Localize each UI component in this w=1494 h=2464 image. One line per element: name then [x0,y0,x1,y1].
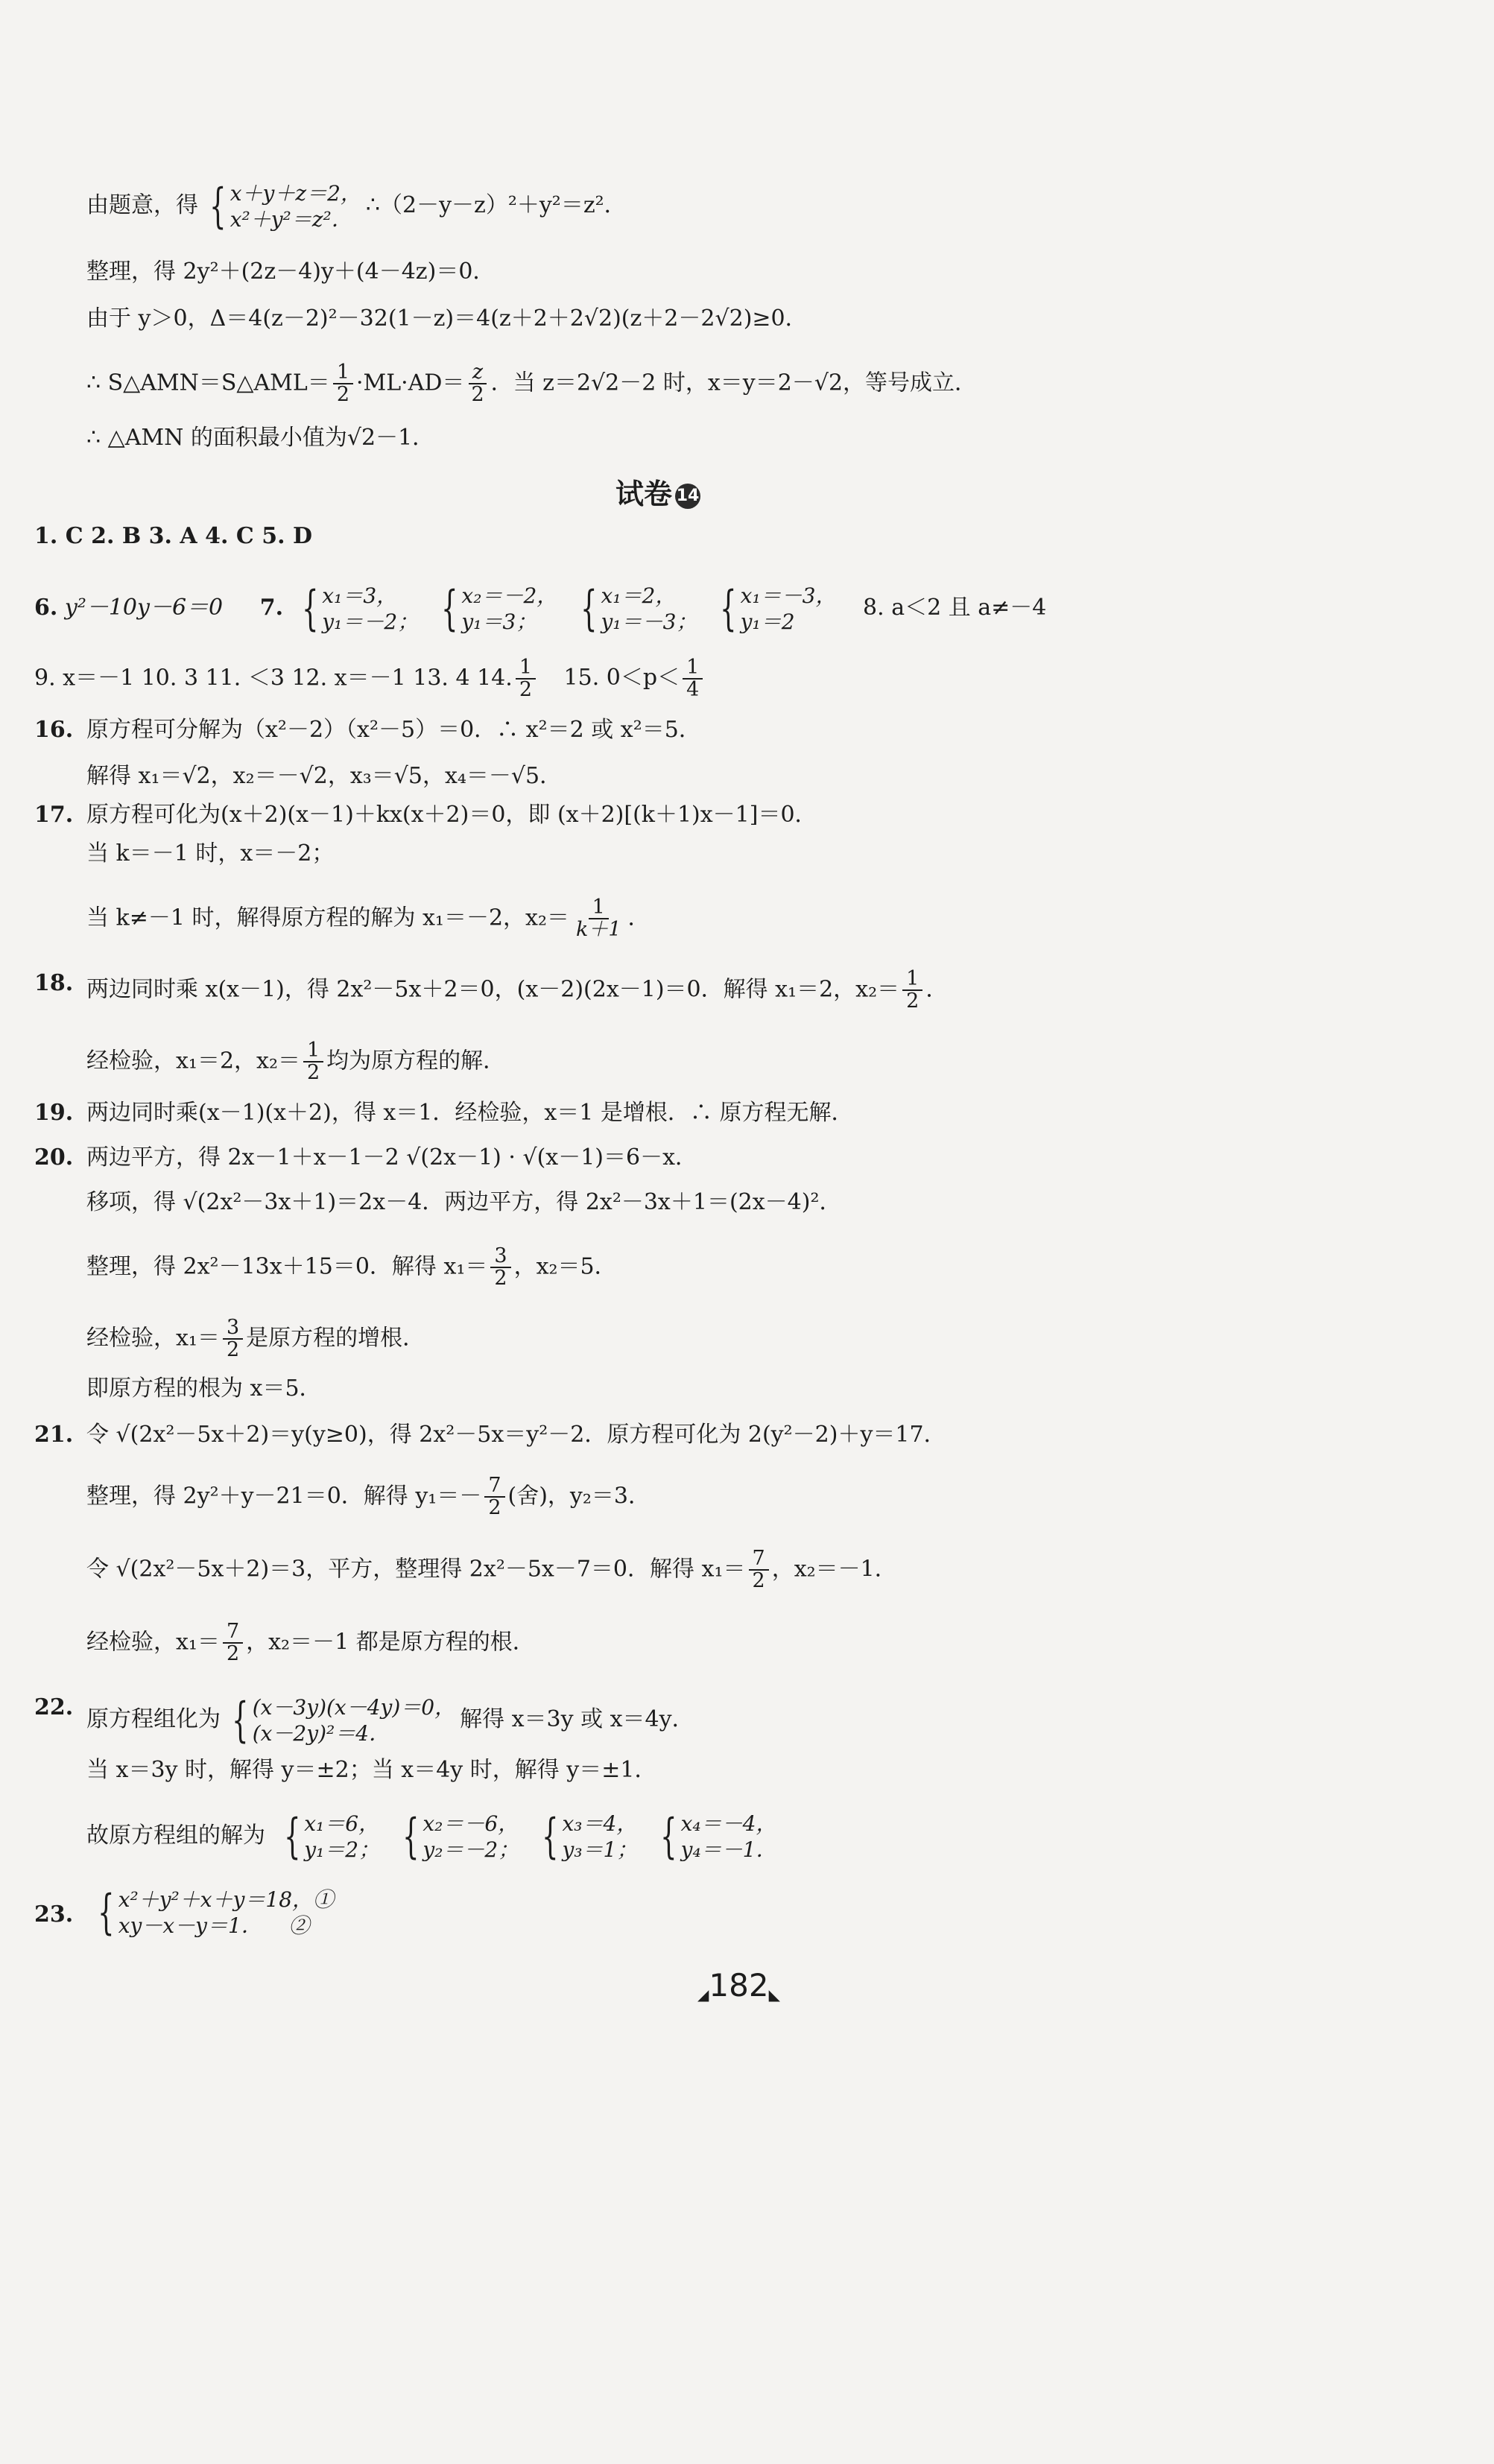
eq-row: y₃＝1； [562,1837,638,1862]
text: 整理，得 2y²＋y－21＝0．解得 y₁＝－ [86,1483,482,1510]
answer-18-line-1 [86,969,948,1013]
numerator: 1 [516,657,536,680]
solution-set-3: { x₃＝4， y₃＝1； [541,1809,638,1864]
eq-row: x₁＝3， [322,583,398,608]
system-of-equations: { (x－3y)(x－4y)＝0， (x－2y)²＝4． [232,1693,456,1748]
question-number: 17. [34,802,74,828]
question-number: 16. [34,717,74,743]
text: 经检验，x₁＝2，x₂＝ [86,1048,300,1074]
page-number-marker-right: ◣ [768,1986,780,2004]
answer-21-line-4 [86,1621,535,1665]
text: ∴（2－y－z）²＋y²＝z²． [365,192,627,218]
denominator: 4 [686,678,700,702]
denominator: k＋1 [576,918,621,942]
section-title-text: 试卷 [615,478,673,510]
numerator: 3 [490,1246,510,1268]
fraction [484,1475,504,1519]
numerator: z [469,362,487,384]
eq-row: (x－3y)(x－4y)＝0， [252,1695,456,1720]
answer-21-line-2 [86,1475,651,1519]
eq-row: x₁＝－3， [740,583,837,608]
answer-18-line-2 [86,1040,505,1084]
question-number: 21. [34,1422,74,1448]
solution-set-2: { x₂＝－2， y₁＝3； [440,581,558,636]
answer-20-line-4 [86,1317,425,1361]
denominator: 2 [494,1267,507,1290]
numerator: 7 [484,1475,504,1498]
text: ，x₂＝－1． [771,1556,897,1583]
question-number: 23. [34,1901,74,1928]
eq-row: y₁＝3； [461,609,537,634]
numerator: 1 [683,657,703,680]
eq-row: y₁＝－3； [601,609,697,634]
answer-17-line-3 [86,897,651,941]
answer-6-8 [34,581,1046,636]
section-title [615,471,700,512]
eq-row: xy－x－y＝1． ② [118,1913,310,1938]
prev-line-1 [86,179,627,234]
fraction [749,1548,769,1592]
denominator: 2 [752,1569,765,1593]
solution-set-3: { x₁＝2， y₁＝－3； [580,581,697,636]
text: 当 k≠－1 时，解得原方程的解为 x₁＝－2，x₂＝ [86,905,569,931]
answer-22-line-1 [86,1693,694,1748]
prev-line-3: 由于 y＞0，Δ＝4(z－2)²－32(1－z)＝4(z＋2＋2√2)(z＋2－2√2)≥0． [86,305,808,332]
fraction [516,657,536,701]
eq-row: y₂＝－2； [422,1837,519,1862]
page-number-text: 182 [709,1967,769,2004]
denominator: 2 [226,1642,240,1666]
answer-16-line-2: 解得 x₁＝√2，x₂＝－√2，x₃＝√5，x₄＝－√5． [86,763,563,789]
question-number: 18. [34,970,74,996]
fraction [303,1040,323,1084]
denominator: 2 [519,678,532,702]
question-number: 19. [34,1100,74,1126]
answer-6: y²－10y－6＝0 [64,595,224,621]
eq-row: y₁＝2； [304,1837,380,1862]
answer-21-line-1: 令 √(2x²－5x＋2)＝y(y≥0)，得 2x²－5x＝y²－2．原方程可化为 2(y²－2)＋y＝17． [86,1422,946,1448]
numerator: 1 [902,969,922,991]
text: ． [925,976,949,1003]
denominator: 2 [488,1496,501,1520]
denominator: 2 [306,1061,320,1085]
fraction [223,1317,243,1361]
numerator: 1 [589,897,609,919]
eq-row: x₁＝2， [601,583,677,608]
answers-1-5: 1. C 2. B 3. A 4. C 5. D [34,523,312,549]
solution-set-4: { x₁＝－3， y₁＝2 [720,581,837,636]
eq-row: x²＋y²＋x＋y＝18，① [118,1887,335,1912]
answer-8: 8. a＜2 且 a≠－4 [863,595,1047,621]
question-number: 6. [34,595,58,621]
denominator: 2 [336,383,349,407]
eq-row: x₃＝4， [562,1811,638,1836]
text: 整理，得 2x²－13x＋15＝0．解得 x₁＝ [86,1253,488,1280]
text: 是原方程的增根． [246,1325,425,1352]
eq-row: x₂＝－2， [461,583,558,608]
prev-line-2: 整理，得 2y²＋(2z－4)y＋(4－4z)＝0． [86,259,496,285]
denominator: 2 [226,1338,240,1362]
system-of-equations: { x²＋y²＋x＋y＝18，① xy－x－y＝1． ② [98,1885,335,1940]
question-number: 22. [34,1694,74,1720]
solution-set-1: { x₁＝3， y₁＝－2； [301,581,419,636]
fraction [333,362,353,406]
fraction [223,1621,243,1665]
text: 由题意，得 [86,192,198,218]
text: 两边同时乘 x(x－1)，得 2x²－5x＋2＝0，(x－2)(2x－1)＝0．解得 x₁＝2，x₂＝ [86,976,900,1003]
numerator: 7 [749,1548,769,1571]
answers-9-15 [34,657,706,701]
text: 故原方程组的解为 [86,1822,265,1849]
denominator: 2 [471,383,484,407]
answer-17-line-1: 原方程可化为(x＋2)(x－1)＋kx(x＋2)＝0，即 (x＋2)[(k＋1)x－1]＝0． [86,802,817,828]
fraction [467,362,487,406]
fraction [572,897,625,941]
answer-20-line-1: 两边平方，得 2x－1＋x－1－2 √(2x－1) · √(x－1)＝6－x． [86,1144,698,1171]
text: 原方程组化为 [86,1706,221,1732]
text: ·ML·AD＝ [356,370,465,396]
system-of-equations: { x＋y＋z＝2， x²＋y²＝z²． [209,179,361,234]
answer-22-line-2: 当 x＝3y 时，解得 y＝±2；当 x＝4y 时，解得 y＝±1． [86,1757,657,1783]
eq-row: x₁＝6， [304,1811,380,1836]
eq-row: x＋y＋z＝2， [230,181,361,206]
answer-22-line-3 [86,1809,782,1864]
text: 经检验，x₁＝ [86,1325,220,1352]
text: 均为原方程的解． [326,1048,506,1074]
prev-line-5: ∴ △AMN 的面积最小值为√2－1． [86,425,435,451]
prev-line-4 [86,362,977,406]
question-number: 20. [34,1144,74,1171]
answer-17-line-2: 当 k＝－1 时，x＝－2； [86,840,335,867]
numerator: 7 [223,1621,243,1644]
numerator: 3 [223,1317,243,1340]
text: ，x₂＝－1 都是原方程的根． [246,1629,535,1656]
numerator: 1 [333,362,353,384]
page-number [697,1967,780,2004]
eq-row: (x－2y)²＝4． [252,1721,390,1746]
answer-15: 15. 0＜p＜ [563,665,680,691]
section-number-badge: 14 [675,484,700,509]
text: ． [627,905,651,931]
text: ．当 z＝2√2－2 时，x＝y＝2－√2，等号成立． [490,370,978,396]
fraction [683,657,703,701]
answer-16-line-1: 原方程可分解为（x²－2）（x²－5）＝0．∴ x²＝2 或 x²＝5． [86,717,701,743]
answer-23-system [86,1885,338,1940]
eq-row: x²＋y²＝z²． [230,207,352,232]
answer-20-line-5: 即原方程的根为 x＝5． [86,1375,322,1402]
page-number-marker-left: ◢ [697,1986,709,2004]
solution-set-4: { x₄＝－4， y₄＝－1． [660,1809,777,1864]
numerator: 1 [303,1040,323,1062]
eq-row: y₄＝－1． [680,1837,777,1862]
text: ，x₂＝5． [513,1253,617,1280]
text: (舍)，y₂＝3． [507,1483,651,1510]
question-number: 7. [259,595,284,621]
text: ∴ S△AMN＝S△AML＝ [86,370,330,396]
text: 令 √(2x²－5x＋2)＝3，平方，整理得 2x²－5x－7＝0．解得 x₁＝ [86,1556,746,1583]
fraction [490,1246,510,1290]
answer-20-line-3 [86,1246,617,1290]
eq-row: y₁＝－2； [322,609,419,634]
answer-19: 两边同时乘(x－1)(x＋2)，得 x＝1．经检验，x＝1 是增根．∴ 原方程无解． [86,1100,854,1126]
eq-row: x₂＝－6， [422,1811,519,1836]
eq-row: y₁＝2 [740,609,795,634]
answers-9-14: 9. x＝－1 10. 3 11. ＜3 12. x＝－1 13. 4 14. [34,665,513,691]
text: 解得 x＝3y 或 x＝4y． [460,1706,694,1732]
denominator: 2 [906,989,919,1013]
solution-set-1: { x₁＝6， y₁＝2； [283,1809,380,1864]
answer-20-line-2: 移项，得 √(2x²－3x＋1)＝2x－4．两边平方，得 2x²－3x＋1＝(2x－4)²． [86,1189,842,1215]
answer-21-line-3 [86,1548,897,1592]
solution-set-2: { x₂＝－6， y₂＝－2； [402,1809,519,1864]
eq-row: x₄＝－4， [680,1811,777,1836]
fraction [902,969,922,1013]
text: 经检验，x₁＝ [86,1629,220,1656]
